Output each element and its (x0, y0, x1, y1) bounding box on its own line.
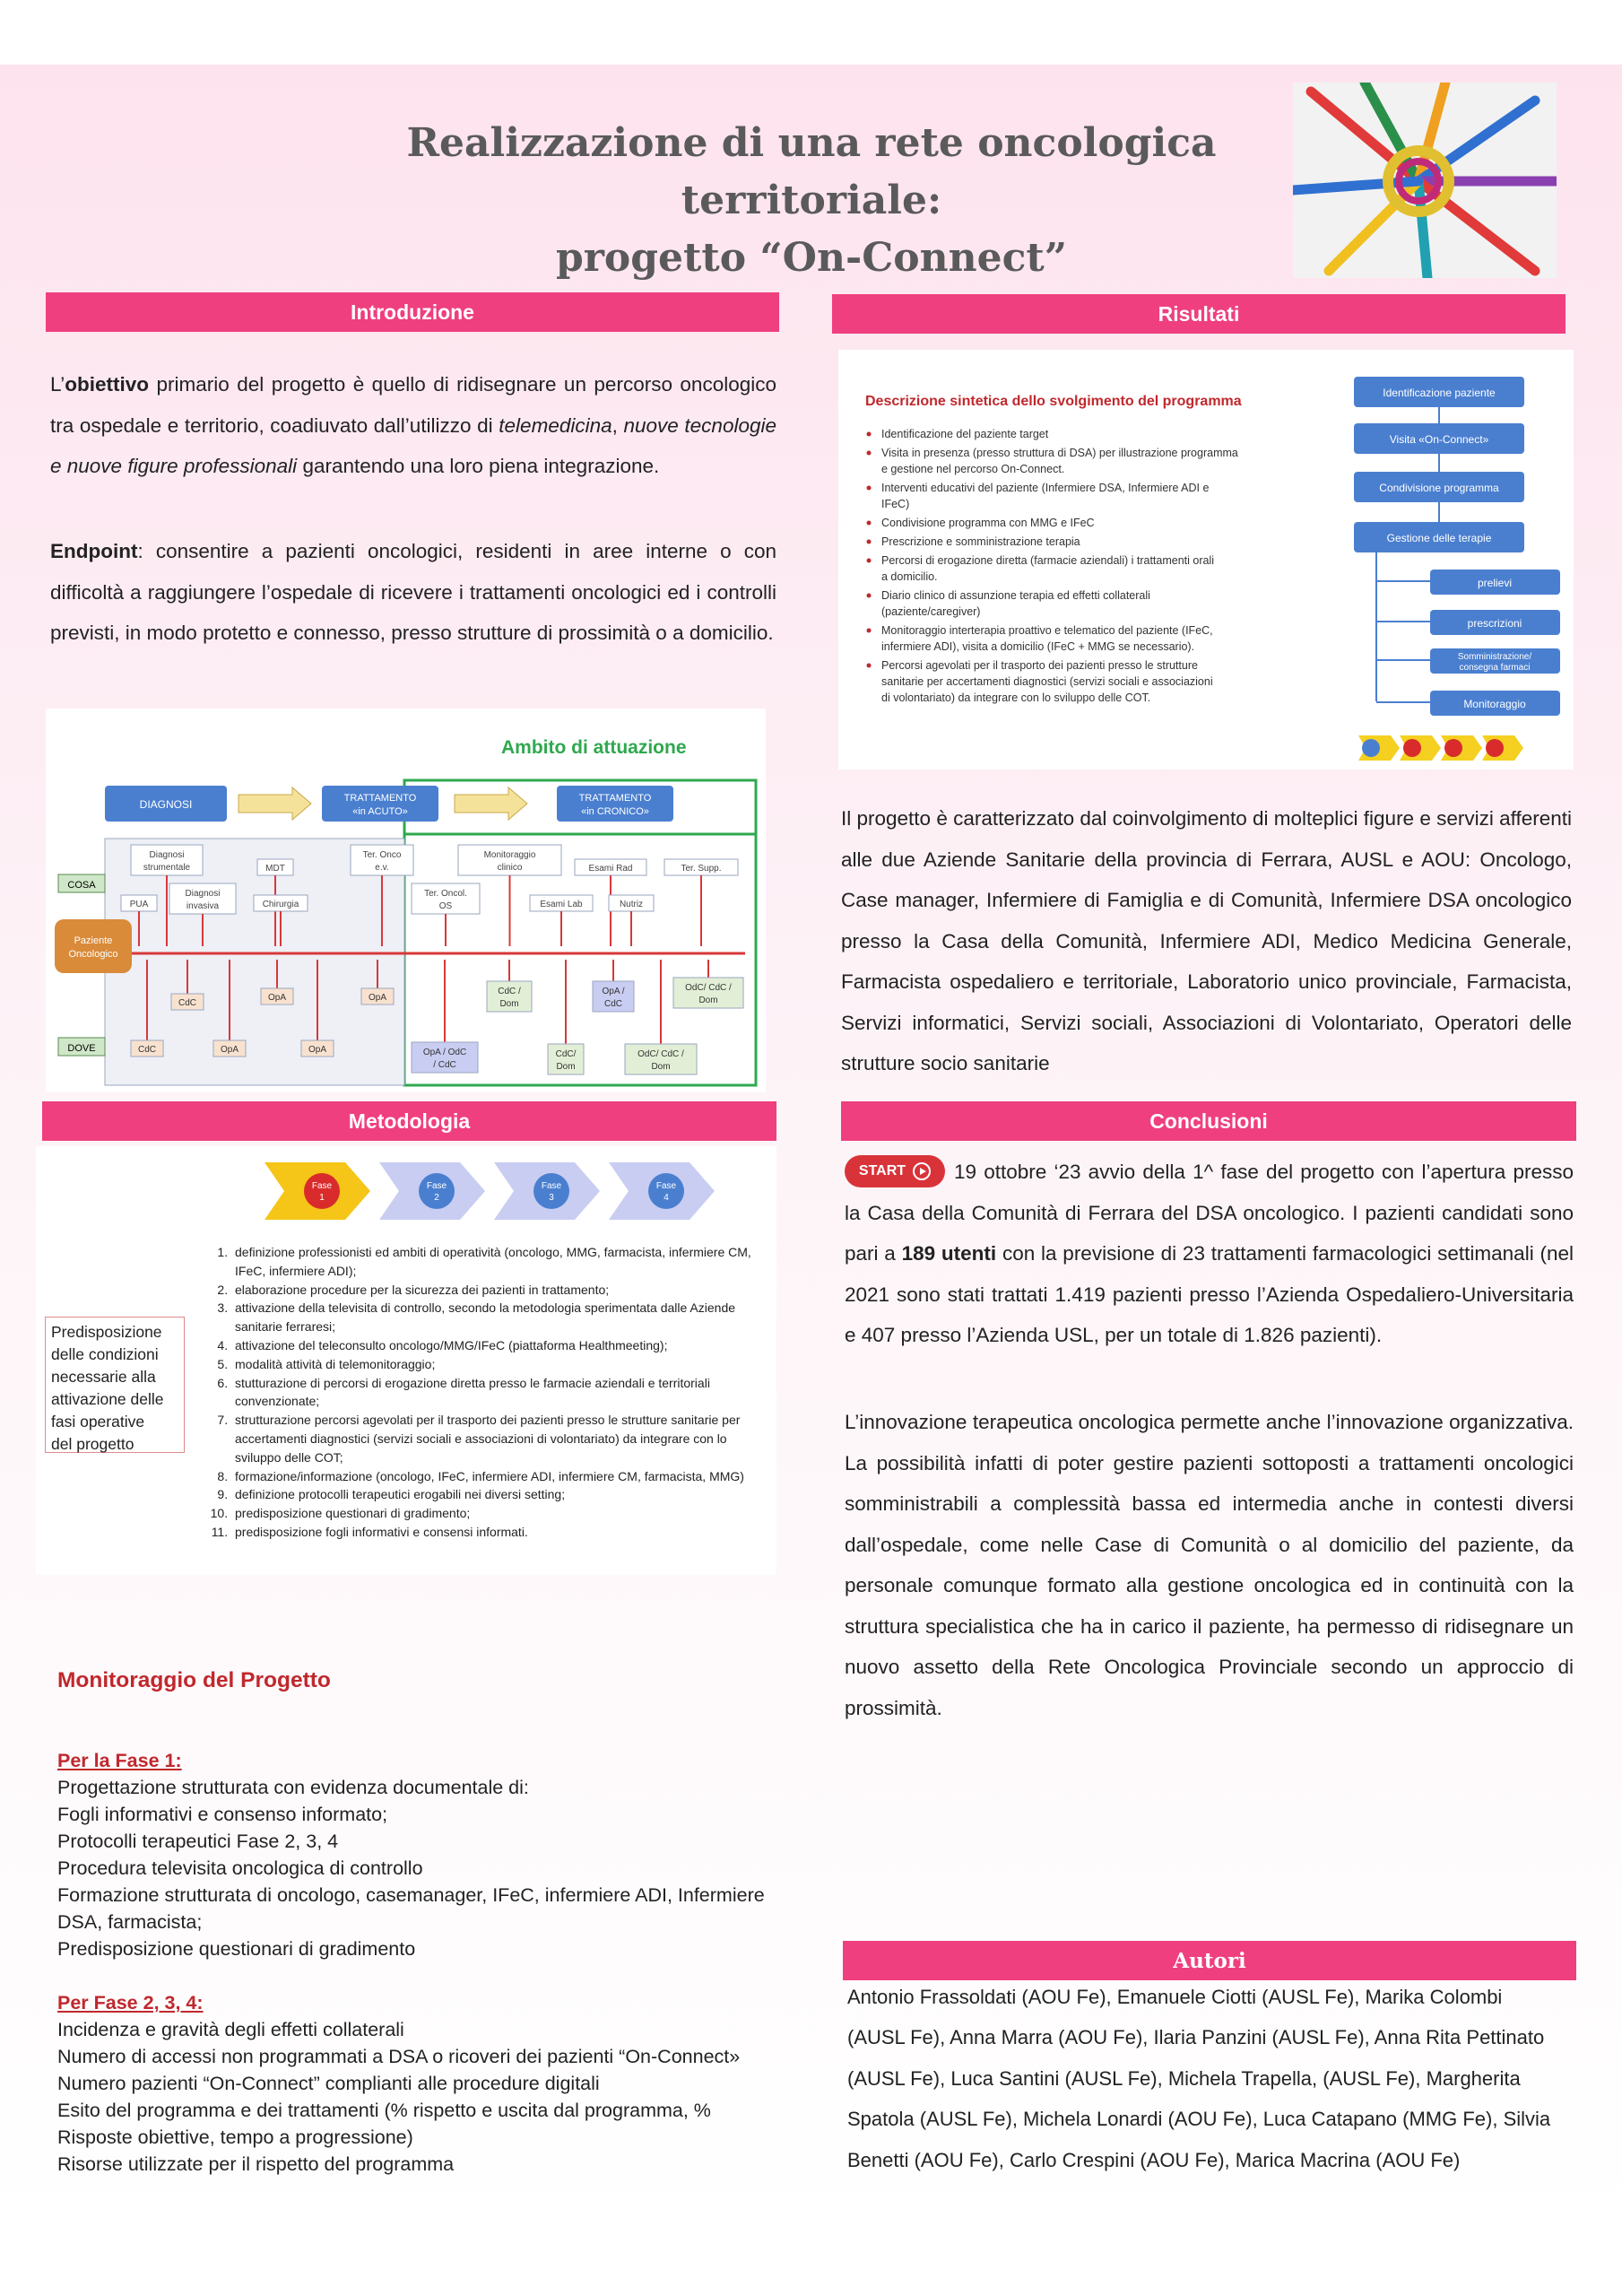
cosa-item-label: Monitoraggio (483, 850, 536, 860)
cosa-item-label: Ter. Supp. (681, 864, 722, 874)
dove-item-label: CdC (137, 1045, 157, 1055)
phase-label: 1 (319, 1193, 325, 1203)
phase-circle (648, 1173, 684, 1209)
bullet-dot (867, 451, 872, 456)
network-ropes-image (1293, 83, 1557, 278)
dove-item-label: Dom (499, 999, 519, 1009)
fase234-list (57, 2016, 828, 2178)
phase-label: 2 (434, 1193, 439, 1203)
phase-label: 3 (549, 1193, 554, 1203)
program-bullet-line: Prescrizione e somministrazione terapia (881, 535, 1080, 548)
title-line-1: Realizzazione di una rete oncologica territoriale: (406, 120, 1217, 223)
cosa-item-label: Nutriz (619, 900, 644, 909)
poster-title (296, 115, 1327, 287)
program-diagram (838, 350, 1574, 770)
dove-item-label: OpA / OdC (422, 1048, 467, 1057)
section-header-introduzione: Introduzione (46, 292, 779, 332)
methods-item: 8. formazione/informazione (oncologo, IFeC, infermiere ADI, infermiere CM, farmacista, MMG) (231, 1467, 751, 1486)
section-header-risultati: Risultati (832, 294, 1566, 334)
fase1-line: DSA, farmacista; (57, 1911, 203, 1933)
dove-item-label: OpA (267, 993, 287, 1003)
bullet-dot (867, 486, 872, 491)
cronico-label-1: TRATTAMENTO (578, 793, 652, 804)
cosa-item-label: Ter. Onco (362, 850, 402, 860)
cosa-item-label: Ter. Oncol. (424, 889, 467, 899)
dove-item-label: OdC/ CdC / (685, 983, 732, 993)
program-step-label: Gestione delle terapie (1386, 532, 1492, 544)
phase-label: Fase (655, 1181, 677, 1191)
fase1-line: Formazione strutturata di oncologo, casemanager, IFeC, infermiere ADI, Infermiere (57, 1884, 765, 1906)
dove-item-label: OdC/ CdC / (638, 1049, 684, 1059)
program-bullet-line: di volontariato) da integrare con lo sviluppo delle COT. (881, 691, 1151, 704)
dove-item-label: / CdC (433, 1060, 456, 1070)
bullet-dot (867, 521, 872, 526)
program-bullet-line: Identificazione del paziente target (881, 428, 1049, 440)
methods-item: 10. predisposizione questionari di gradimento; (231, 1504, 751, 1523)
cosa-item-label: Esami Rad (588, 864, 633, 874)
cronico-label-2: «in CRONICO» (581, 806, 649, 817)
program-step-label: Identificazione paziente (1383, 387, 1496, 399)
diagnosi-label: DIAGNOSI (139, 798, 193, 811)
dove-item-label: Dom (651, 1062, 671, 1072)
methods-item: 6. stutturazione di percorsi di erogazione diretta presso le farmacie aziendali e territoriali convenzionate; (231, 1374, 751, 1412)
fase1-list (57, 1774, 828, 1962)
cosa-item-label: invasiva (186, 901, 220, 911)
side-line: fasi operative (51, 1413, 145, 1431)
methods-item: 7. strutturazione percorsi agevolati per il trasporto dei pazienti presso le strutture sanitarie per accertamenti diagnostici (servizi sociali e associazioni di volontariato) da integrare con lo sviluppo delle COT; (231, 1411, 751, 1466)
program-substep-label: Monitoraggio (1463, 698, 1526, 710)
dove-item-label: Dom (556, 1062, 576, 1072)
cosa-item-label: MDT (265, 864, 285, 874)
fase234-heading: Per Fase 2, 3, 4: (57, 1992, 204, 2013)
program-bullet-line: a domicilio. (881, 570, 938, 583)
methods-item: 3. attivazione della televisita di controllo, secondo la metodologia sperimentata dalle Aziende sanitarie ferraresi; (231, 1299, 751, 1336)
program-bullet-line: e gestione nel percorso On-Connect. (881, 463, 1065, 475)
program-bullet-line: sanitarie per accertamenti diagnostici (servizi sociali e associazioni (881, 675, 1213, 688)
program-bullet-line: Percorsi di erogazione diretta (farmacie aziendali) i trattamenti orali (881, 554, 1214, 567)
ambito-title: Ambito di attuazione (501, 737, 687, 758)
authors-list: Antonio Frassoldati (AOU Fe), Emanuele Ciotti (AUSL Fe), Marika Colombi (AUSL Fe), Anna Marra (AOU Fe), Ilaria Panzini (AUSL Fe), Anna Rita Pettinato (AUSL Fe), Luca Santini (AUSL Fe), Michela Trapella, (AUSL Fe), Margherita Spatola (AUSL Fe), Michela Lonardi (AOU Fe), Luca Catapano (MMG Fe), Silvia Benetti (AOU Fe), Carlo Crespini (AOU Fe), Marica Macrina (AOU Fe) (847, 1986, 1551, 2171)
program-bullet-line: Visita in presenza (presso struttura di DSA) per illustrazione programma (881, 447, 1238, 459)
title-line-2: progetto “On-Connect” (555, 235, 1068, 281)
phase-circle (304, 1173, 340, 1209)
fase1-line: Fogli informativi e consenso informato; (57, 1804, 388, 1825)
phase-label: Fase (426, 1181, 447, 1191)
side-line: del progetto (51, 1435, 134, 1453)
cosa-item-label: clinico (497, 863, 523, 873)
fase234-line: Numero pazienti “On-Connect” complianti alle procedure digitali (57, 2073, 600, 2094)
ambito-diagram (46, 709, 766, 1092)
cosa-item-label: Chirurgia (262, 900, 299, 909)
fase234-line: Risorse utilizzate per il rispetto del programma (57, 2153, 455, 2175)
phase-circle (419, 1173, 455, 1209)
side-line: attivazione delle (51, 1390, 164, 1408)
section-header-autori: Autori (843, 1941, 1576, 1980)
intro-paragraph-endpoint: Endpoint: consentire a pazienti oncologici, residenti in aree interne o con difficoltà a raggiungere l’ospedale di ricevere i trattamenti oncologici ed i controlli previsti, in modo protetto e connesso, presso strutture di prossimità o a domicilio. (50, 540, 776, 644)
cosa-item-label: Diagnosi (149, 850, 185, 860)
cosa-item-label: Diagnosi (185, 889, 221, 899)
cosa-item-label: Esami Lab (540, 900, 583, 909)
bullet-dot (867, 540, 872, 544)
cosa-item-label: PUA (129, 900, 149, 909)
phase-dot (1444, 739, 1462, 757)
dove-item-label: OpA (368, 993, 387, 1003)
phase-dot (1486, 739, 1504, 757)
fase234-line: Risposte obiettive, tempo a progressione) (57, 2126, 413, 2148)
methods-item: 9. definizione protocolli terapeutici erogabili nei diversi setting; (231, 1485, 751, 1504)
results-paragraph: Il progetto è caratterizzato dal coinvolgimento di molteplici figure e servizi afferenti alle due Aziende Sanitarie della provincia di Ferrara, AUSL e AOU: Oncologo, Case manager, Infermiere di Famiglia e di Comunità, Infermiere DSA oncologico presso la Casa della Comunità, Infermiere ADI, Medico Medicina Generale, Farmacista ospedaliero e territoriale, Laboratorio unico provinciale, Farmacista, Servizi informatici, Servizi sociali, Associazioni di Volontariato, Operatori delle strutture socio sanitarie (841, 807, 1572, 1074)
monitoring-title: Monitoraggio del Progetto (57, 1668, 331, 1692)
program-step-label: Visita «On-Connect» (1389, 433, 1489, 446)
conclusions-paragraph-1: 19 ottobre ‘23 avvio della 1^ fase del progetto con l’apertura presso la Casa della Comunità di Ferrara del DSA oncologico. I pazienti candidati sono pari a 189 utenti con la previsione di 23 trattamenti farmacologici settimanali (nel 2021 sono stati trattati 1.419 pazienti presso l’Azienda Ospedaliero-Universitaria e 407 presso l’Azienda USL, per un totale di 1.826 pazienti). (845, 1161, 1574, 1346)
dove-item-label: CdC (603, 999, 623, 1009)
side-line: delle condizioni (51, 1345, 159, 1363)
conclusions-paragraph-2: L’innovazione terapeutica oncologica permette anche l’innovazione organizzativa. La possibilità infatti di poter gestire pazienti sottoposti a trattamenti oncologici somministrabili a complessità bassa ed intermedia anche in contesti diversi dall’ospedale, come nelle Case di Comunità o al domicilio del paziente, da personale comunque formato alla gestione oncologica ed in continuità con la struttura specialistica che ha in carico il paziente, ha permesso di ridisegnare un nuovo assetto della Rete Oncologica Provinciale secondo un approccio di prossimità. (845, 1411, 1574, 1719)
fase1-line: Predisposizione questionari di gradimento (57, 1938, 416, 1960)
dove-item-label: OpA / (602, 987, 625, 996)
cosa-item-label: OS (438, 901, 453, 911)
program-bullet-line: Percorsi agevolati per il trasporto dei pazienti presso le strutture (881, 659, 1198, 672)
cosa-label: COSA (67, 880, 96, 891)
methods-item: 4. attivazione del teleconsulto oncologo/MMG/IFeC (piattaforma Healthmeeting); (231, 1336, 751, 1355)
program-substep-label: prescrizioni (1467, 617, 1522, 630)
fase234-line: Esito del programma e dei trattamenti (% rispetto e uscita dal programma, % (57, 2100, 711, 2121)
bullet-dot (867, 594, 872, 598)
phase-dot (1403, 739, 1421, 757)
fase1-line: Progettazione strutturata con evidenza documentale di: (57, 1777, 529, 1798)
phase-dot (1362, 739, 1380, 757)
dove-item-label: OpA (220, 1045, 239, 1055)
program-bullet-line: Monitoraggio interterapia proattivo e telematico del paziente (IFeC, (881, 624, 1213, 637)
phase-label: Fase (311, 1181, 333, 1191)
program-bullet-line: Interventi educativi del paziente (Infermiere DSA, Infermiere ADI e (881, 482, 1210, 494)
bullet-dot (867, 664, 872, 668)
start-label: START (858, 1163, 906, 1178)
methods-item: 5. modalità attività di telemonitoraggio; (231, 1355, 751, 1374)
dove-item-label: OpA (308, 1045, 327, 1055)
methods-item: 1. definizione professionisti ed ambiti di operatività (oncologo, MMG, farmacista, infermiere CM, IFeC, infermiere ADI); (231, 1243, 751, 1281)
dove-item-label: CdC (178, 998, 197, 1008)
acuto-label-1: TRATTAMENTO (343, 793, 417, 804)
intro-paragraph-objective: L’obiettivo primario del progetto è quello di ridisegnare un percorso oncologico tra ospedale e territorio, coadiuvato dall’utilizzo di telemedicina, nuove tecnologie e nuove figure professionali garantendo una loro piena integrazione. (50, 373, 776, 477)
paziente-label-1: Paziente (74, 935, 113, 946)
program-step-label: Condivisione programma (1379, 482, 1499, 494)
methods-item: 2. elaborazione procedure per la sicurezza dei pazienti in trattamento; (231, 1281, 751, 1300)
dove-label: DOVE (67, 1043, 96, 1054)
program-bullet-line: Condivisione programma con MMG e IFeC (881, 517, 1095, 529)
dove-item-label: CdC/ (555, 1049, 577, 1059)
side-line: necessarie alla (51, 1368, 156, 1386)
program-title: Descrizione sintetica dello svolgimento del programma (865, 394, 1242, 409)
paziente-box (55, 919, 132, 973)
fase234-line: Numero di accessi non programmati a DSA o ricoveri dei pazienti “On-Connect» (57, 2046, 741, 2067)
cosa-item-label: e.v. (375, 863, 389, 873)
program-bullet-line: infermiere ADI), visita a domicilio (IFeC + MMG se necessario). (881, 640, 1195, 653)
program-substep-label: prelievi (1477, 577, 1513, 589)
dove-item-label: CdC / (498, 987, 521, 996)
program-bullet-line: IFeC) (881, 498, 910, 510)
program-bullet-line: Diario clinico di assunzione terapia ed effetti collaterali (881, 589, 1150, 602)
bullet-dot (867, 629, 872, 633)
fase1-line: Procedura televisita oncologica di controllo (57, 1857, 423, 1879)
acuto-label-2: «in ACUTO» (352, 806, 408, 817)
program-substep-label: Somministrazione/ (1457, 652, 1532, 662)
section-header-metodologia: Metodologia (42, 1101, 776, 1141)
fase1-line: Protocolli terapeutici Fase 2, 3, 4 (57, 1831, 339, 1852)
phase-label: 4 (664, 1193, 669, 1203)
methods-item: 11. predisposizione fogli informativi e consensi informati. (231, 1523, 751, 1542)
phase-label: Fase (541, 1181, 562, 1191)
cosa-item-label: strumentale (143, 863, 191, 873)
methods-list (208, 1243, 751, 1542)
program-substep-label: consegna farmaci (1459, 663, 1531, 673)
bullet-dot (867, 559, 872, 563)
phase-circle (533, 1173, 569, 1209)
dove-item-label: Dom (698, 996, 718, 1005)
bullet-dot (867, 432, 872, 437)
paziente-label-2: Oncologico (68, 949, 118, 960)
program-bullet-line: (paziente/caregiver) (881, 605, 981, 618)
fase234-line: Incidenza e gravità degli effetti collaterali (57, 2019, 404, 2040)
fase1-heading: Per la Fase 1: (57, 1750, 182, 1771)
side-line: Predisposizione (51, 1323, 162, 1341)
preconditions-box (45, 1317, 185, 1453)
section-header-conclusioni: Conclusioni (841, 1101, 1576, 1141)
